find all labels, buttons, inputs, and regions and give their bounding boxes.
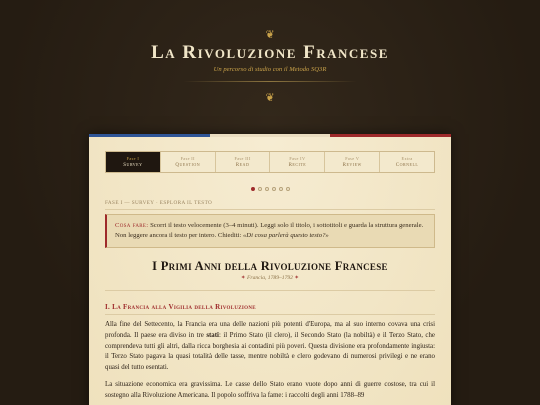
fleuron-ornament-icon: ❦ <box>265 91 275 104</box>
progress-dots <box>89 187 451 193</box>
lesson-card <box>89 134 451 405</box>
site-header <box>0 0 540 118</box>
divider <box>105 290 435 291</box>
tab-phase-number: Fase I <box>126 155 140 161</box>
tab-phase-name: Cornell <box>395 162 419 168</box>
tab-phase-number: Extra <box>401 155 413 161</box>
progress-dot-5[interactable] <box>279 187 283 191</box>
article-title: I Primi Anni della Rivoluzione Francese <box>152 259 388 273</box>
instruction-question: «Di cosa parlerà questo testo?» <box>242 231 329 239</box>
tab-phase-name: Review <box>342 162 362 168</box>
fleuron-ornament-icon: ❦ <box>265 28 275 41</box>
tab-survey[interactable] <box>106 152 161 172</box>
phase-tabs <box>105 151 435 173</box>
site-title: La Rivoluzione Francese <box>151 42 389 63</box>
progress-dot-4[interactable] <box>272 187 276 191</box>
phase-label: FASE I — SURVEY · ESPLORA IL TESTO <box>105 200 213 206</box>
divider <box>105 314 435 315</box>
site-subtitle: Un percorso di studio con il Metodo SQ3R <box>213 66 327 73</box>
tab-cornell[interactable] <box>380 152 434 172</box>
tab-phase-name: Recite <box>288 162 307 168</box>
article-date-text: Francia, 1789–1792 <box>245 275 295 281</box>
tab-phase-name: Question <box>175 162 201 168</box>
bold-term: stati <box>206 331 219 339</box>
divider <box>105 209 435 210</box>
paragraph <box>105 320 435 374</box>
tab-phase-number: Fase III <box>234 155 251 161</box>
progress-dot-6[interactable] <box>286 187 290 191</box>
article-date <box>89 275 451 281</box>
section-heading: I. La Francia alla Vigilia della Rivoluzione <box>105 303 256 311</box>
progress-dot-3[interactable] <box>265 187 269 191</box>
instruction-label: Cosa fare: <box>115 222 149 229</box>
paragraph-text: Alla fine del Settecento, la Francia era una delle nazioni più potenti d'Europa, ma al suo interno covava una crisi profonda. Il paese era diviso in tre <box>105 321 435 339</box>
tab-phase-number: Fase IV <box>289 155 306 161</box>
instruction-text: Scorri il testo velocemente (3–4 minuti). Leggi solo il titolo, i sottotitoli e guarda la struttura generale. Non leggere ancora il testo per intero. Chiediti: <box>115 222 424 239</box>
star-icon: ✶ <box>240 275 246 281</box>
tab-phase-name: Read <box>235 162 250 168</box>
star-icon: ✶ <box>294 275 300 281</box>
paragraph: La situazione economica era gravissima. Le casse dello Stato erano vuote dopo anni di guerre costose, tra cui il sostegno alla Rivoluzione Americana. Il popolo soffriva la fame: i raccolti degli anni 1788–89 <box>105 381 435 399</box>
progress-dot-2[interactable] <box>258 187 262 191</box>
tab-read[interactable] <box>216 152 271 172</box>
tab-recite[interactable] <box>270 152 325 172</box>
tab-phase-number: Fase V <box>345 155 360 161</box>
tab-phase-number: Fase II <box>180 155 195 161</box>
paragraph-text: : il Primo Stato (il clero), il Secondo Stato (la nobiltà) e il Terzo Stato, che comprendeva tutti gli altri, dalla ricca borghesia ai contadini più poveri. Questa divisione era profondamente ingiusta: il Terzo Stato pagava la quasi totalità delle tasse, mentre nobiltà e clero godevano di numerosi privilegi e ne erano quasi del tutto esentati. <box>105 331 435 372</box>
tab-phase-name: Survey <box>123 162 143 168</box>
tricolor-stripe <box>89 134 451 137</box>
tab-question[interactable] <box>161 152 216 172</box>
header-divider <box>183 81 357 82</box>
tab-review[interactable] <box>325 152 380 172</box>
progress-dot-1[interactable] <box>251 187 255 191</box>
instruction-box <box>105 214 435 248</box>
